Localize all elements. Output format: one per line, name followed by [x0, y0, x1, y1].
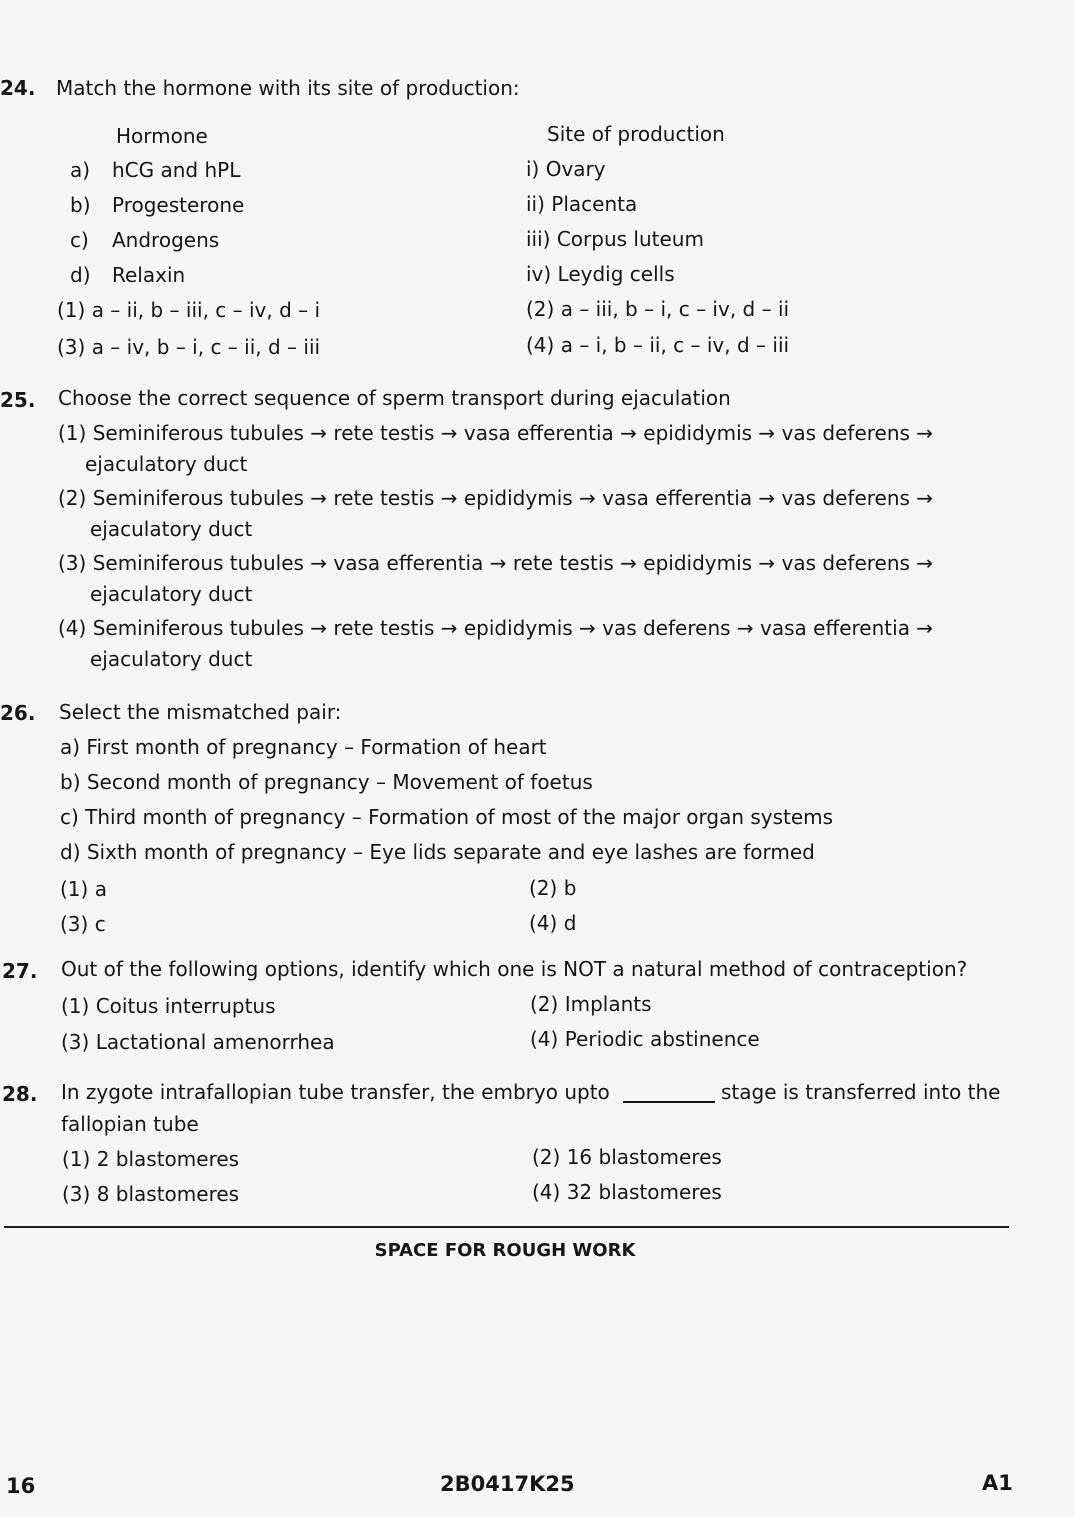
q24-left-item: Relaxin	[112, 263, 186, 287]
q24-left-key: b)	[70, 193, 91, 217]
q28-option-4[interactable]: (4) 32 blastomeres	[532, 1180, 722, 1204]
rough-work-heading: SPACE FOR ROUGH WORK	[374, 1240, 636, 1261]
q26-option-2[interactable]: (2) b	[529, 876, 577, 900]
q27-option-3[interactable]: (3) Lactational amenorrhea	[61, 1030, 335, 1054]
divider-rule	[4, 1226, 1009, 1228]
q26-pair-b: b) Second month of pregnancy – Movement of foetus	[60, 770, 593, 794]
q25-option-4[interactable]: (4) Seminiferous tubules → rete testis → epididymis → vas deferens → vasa efferentia →	[58, 616, 934, 640]
q24-option-3[interactable]: (3) a – iv, b – i, c – ii, d – iii	[57, 335, 321, 359]
q27-stem: Out of the following options, identify which one is NOT a natural method of contraception?	[61, 957, 968, 981]
q24-hormone-header: Hormone	[116, 124, 208, 148]
q27-number: 27.	[2, 959, 38, 983]
q28-option-3[interactable]: (3) 8 blastomeres	[62, 1182, 240, 1206]
q25-number: 25.	[0, 388, 36, 412]
q25-option-2-cont: ejaculatory duct	[90, 517, 253, 541]
q26-pair-d: d) Sixth month of pregnancy – Eye lids separate and eye lashes are formed	[60, 840, 815, 864]
q25-option-1-cont: ejaculatory duct	[85, 452, 248, 476]
q24-stem: Match the hormone with its site of production:	[56, 76, 520, 100]
q24-right-item: ii) Placenta	[526, 192, 638, 216]
q25-stem: Choose the correct sequence of sperm transport during ejaculation	[58, 386, 731, 410]
q24-right-item: i) Ovary	[526, 157, 606, 181]
q26-option-3[interactable]: (3) c	[60, 912, 106, 936]
q26-pair-c: c) Third month of pregnancy – Formation of most of the major organ systems	[60, 805, 834, 829]
q28-stem-part1: In zygote intrafallopian tube transfer, the embryo upto	[61, 1080, 610, 1104]
q24-number: 24.	[0, 76, 36, 100]
q24-left-item: Progesterone	[112, 193, 245, 217]
q25-option-1[interactable]: (1) Seminiferous tubules → rete testis → vasa efferentia → epididymis → vas deferens →	[58, 421, 934, 445]
q26-option-4[interactable]: (4) d	[529, 911, 577, 935]
q28-stem-part2: stage is transferred into the	[721, 1080, 1001, 1104]
q24-left-key: a)	[70, 158, 91, 182]
q28-blank-line	[623, 1101, 715, 1103]
q27-option-4[interactable]: (4) Periodic abstinence	[530, 1027, 760, 1051]
page-number: 16	[6, 1474, 36, 1498]
q25-option-2[interactable]: (2) Seminiferous tubules → rete testis → epididymis → vasa efferentia → vas deferens →	[58, 486, 934, 510]
q24-right-item: iii) Corpus luteum	[526, 227, 704, 251]
q24-left-key: c)	[70, 228, 89, 252]
q24-option-1[interactable]: (1) a – ii, b – iii, c – iv, d – i	[57, 298, 321, 322]
q27-option-1[interactable]: (1) Coitus interruptus	[61, 994, 276, 1018]
q28-option-2[interactable]: (2) 16 blastomeres	[532, 1145, 722, 1169]
q24-left-key: d)	[70, 263, 91, 287]
q26-pair-a: a) First month of pregnancy – Formation of heart	[60, 735, 547, 759]
q26-stem: Select the mismatched pair:	[59, 700, 342, 724]
paper-code: 2B0417K25	[440, 1472, 575, 1496]
q24-left-item: hCG and hPL	[112, 158, 241, 182]
q28-number: 28.	[2, 1082, 38, 1106]
q25-option-4-cont: ejaculatory duct	[90, 647, 253, 671]
q25-option-3[interactable]: (3) Seminiferous tubules → vasa efferentia → rete testis → epididymis → vas deferens →	[58, 551, 934, 575]
q25-option-3-cont: ejaculatory duct	[90, 582, 253, 606]
q28-option-1[interactable]: (1) 2 blastomeres	[62, 1147, 240, 1171]
q24-option-2[interactable]: (2) a – iii, b – i, c – iv, d – ii	[526, 297, 790, 321]
set-code: A1	[982, 1471, 1013, 1495]
q27-option-2[interactable]: (2) Implants	[530, 992, 652, 1016]
q24-right-item: iv) Leydig cells	[526, 262, 675, 286]
q24-left-item: Androgens	[112, 228, 220, 252]
q24-site-header: Site of production	[547, 122, 725, 146]
q28-stem-part3: fallopian tube	[61, 1112, 199, 1136]
q26-option-1[interactable]: (1) a	[60, 877, 107, 901]
q24-option-4[interactable]: (4) a – i, b – ii, c – iv, d – iii	[526, 333, 790, 357]
q26-number: 26.	[0, 701, 36, 725]
